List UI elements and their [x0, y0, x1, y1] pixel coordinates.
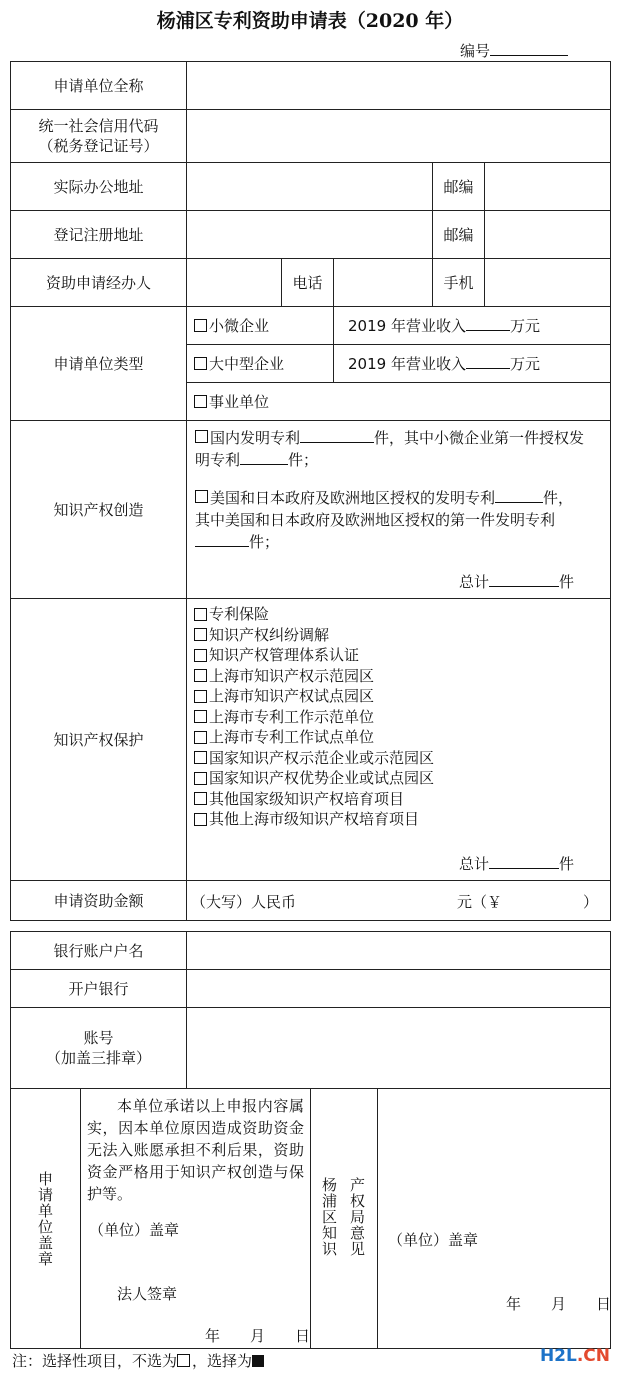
checkbox-icon[interactable] — [194, 319, 207, 332]
pledge-date: 年 月 日 — [205, 1327, 311, 1345]
checkbox-icon[interactable] — [194, 792, 207, 805]
bank-table — [10, 931, 611, 1089]
checkbox-icon[interactable] — [194, 628, 207, 641]
protection-item[interactable]: 专利保险 — [194, 604, 610, 625]
ip-creation-label: 知识产权创造 — [11, 421, 187, 599]
legal-sign: 法人签章 — [117, 1285, 178, 1303]
account-no-label: 账号 （加盖三排章） — [11, 1008, 187, 1089]
amount-close: ） — [583, 893, 599, 911]
empty-box-icon — [177, 1354, 190, 1367]
serial-number[interactable] — [460, 40, 568, 61]
applicant-name-field[interactable] — [187, 62, 611, 110]
checkbox-icon[interactable] — [194, 813, 207, 826]
ip-protection-label: 知识产权保护 — [11, 599, 187, 881]
protection-item[interactable]: 其他上海市级知识产权培育项目 — [194, 809, 610, 830]
bureau-seal: （单位）盖章 — [388, 1231, 479, 1249]
handler-field[interactable] — [187, 259, 282, 307]
ip-creation-content[interactable] — [187, 421, 611, 599]
protection-item[interactable]: 上海市知识产权试点园区 — [194, 686, 610, 707]
applicant-seal-label: 申请单位盖章 — [11, 1089, 81, 1349]
small-revenue[interactable]: 2019 年营业收入 万元 — [334, 307, 611, 345]
mobile-label: 手机 — [433, 259, 485, 307]
protection-item[interactable]: 知识产权纠纷调解 — [194, 625, 610, 646]
pledge-cell[interactable] — [81, 1089, 311, 1349]
amount-caps: （大写）人民币 — [191, 893, 297, 911]
checkbox-icon[interactable] — [195, 430, 208, 443]
unit-type-label: 申请单位类型 — [11, 307, 187, 421]
creation-domestic[interactable]: 国内发明专利 件，其中小微企业第一件授权发 明专利 件； — [195, 429, 585, 469]
bureau-label: 产权局意见 杨浦区知识 — [311, 1089, 378, 1349]
account-name-field[interactable] — [187, 932, 611, 970]
bureau-date: 年 月 日 — [506, 1295, 612, 1313]
amount-label: 申请资助金额 — [11, 881, 187, 921]
protection-item[interactable]: 其他国家级知识产权培育项目 — [194, 789, 610, 810]
amount-field[interactable] — [187, 881, 611, 921]
handler-label: 资助申请经办人 — [11, 259, 187, 307]
bank-name-label: 开户银行 — [11, 970, 187, 1008]
bureau-opinion-cell[interactable] — [378, 1089, 611, 1349]
phone-label: 电话 — [282, 259, 334, 307]
pledge-text: 本单位承诺以上申报内容属实，因本单位原因造成资助资金无法入账愿承担不利后果，资助资金严格用于知识产权创造与保护等。 — [87, 1097, 304, 1203]
checkbox-icon[interactable] — [194, 751, 207, 764]
protection-item[interactable]: 国家知识产权优势企业或试点园区 — [194, 768, 610, 789]
office-address-field[interactable] — [187, 163, 433, 211]
protection-item[interactable]: 国家知识产权示范企业或示范园区 — [194, 748, 610, 769]
application-table — [10, 61, 611, 921]
checkbox-icon[interactable] — [194, 710, 207, 723]
credit-code-label: 统一社会信用代码 （税务登记证号） — [11, 110, 187, 163]
checkbox-icon[interactable] — [195, 490, 208, 503]
zip1-label: 邮编 — [433, 163, 485, 211]
protection-list — [187, 604, 610, 830]
zip2-label: 邮编 — [433, 211, 485, 259]
page-title: 杨浦区专利资助申请表（2020 年） — [156, 10, 464, 32]
public-option[interactable]: 事业单位 — [187, 383, 611, 421]
checkbox-icon[interactable] — [194, 649, 207, 662]
checkbox-icon[interactable] — [194, 395, 207, 408]
account-no-field[interactable] — [187, 1008, 611, 1089]
reg-address-label: 登记注册地址 — [11, 211, 187, 259]
protection-item[interactable]: 知识产权管理体系认证 — [194, 645, 610, 666]
serial-label: 编号 — [460, 42, 491, 60]
checkbox-icon[interactable] — [194, 669, 207, 682]
mobile-field[interactable] — [485, 259, 611, 307]
office-address-label: 实际办公地址 — [11, 163, 187, 211]
creation-total[interactable]: 总计 件 — [459, 573, 575, 591]
bank-name-field[interactable] — [187, 970, 611, 1008]
zip2-field[interactable] — [485, 211, 611, 259]
large-revenue[interactable]: 2019 年营业收入 万元 — [334, 345, 611, 383]
checkbox-icon[interactable] — [194, 731, 207, 744]
filled-box-icon — [252, 1355, 264, 1367]
amount-yuan: 元（￥ — [457, 893, 503, 911]
protection-total[interactable]: 总计 件 — [459, 855, 575, 873]
checkbox-icon[interactable] — [194, 608, 207, 621]
serial-blank[interactable] — [490, 55, 568, 56]
unit-seal: （单位）盖章 — [89, 1221, 180, 1239]
zip1-field[interactable] — [485, 163, 611, 211]
creation-foreign[interactable]: 美国和日本政府及欧洲地区授权的发明专利 件， 其中美国和日本政府及欧洲地区授权的第一件发明专利 件； — [195, 489, 574, 551]
reg-address-field[interactable] — [187, 211, 433, 259]
watermark-logo: H2L.CN — [539, 1346, 610, 1366]
protection-item[interactable]: 上海市知识产权示范园区 — [194, 666, 610, 687]
small-option[interactable]: 小微企业 — [187, 307, 334, 345]
signature-table — [10, 1088, 611, 1349]
large-option[interactable]: 大中型企业 — [187, 345, 334, 383]
checkbox-icon[interactable] — [194, 357, 207, 370]
checkbox-icon[interactable] — [194, 690, 207, 703]
protection-item[interactable]: 上海市专利工作示范单位 — [194, 707, 610, 728]
account-name-label: 银行账户户名 — [11, 932, 187, 970]
applicant-name-label: 申请单位全称 — [11, 62, 187, 110]
credit-code-field[interactable] — [187, 110, 611, 163]
checkbox-icon[interactable] — [194, 772, 207, 785]
protection-item[interactable]: 上海市专利工作试点单位 — [194, 727, 610, 748]
ip-protection-content[interactable] — [187, 599, 611, 881]
footnote: 注：选择性项目，不选为 ，选择为 — [12, 1350, 264, 1371]
phone-field[interactable] — [334, 259, 433, 307]
